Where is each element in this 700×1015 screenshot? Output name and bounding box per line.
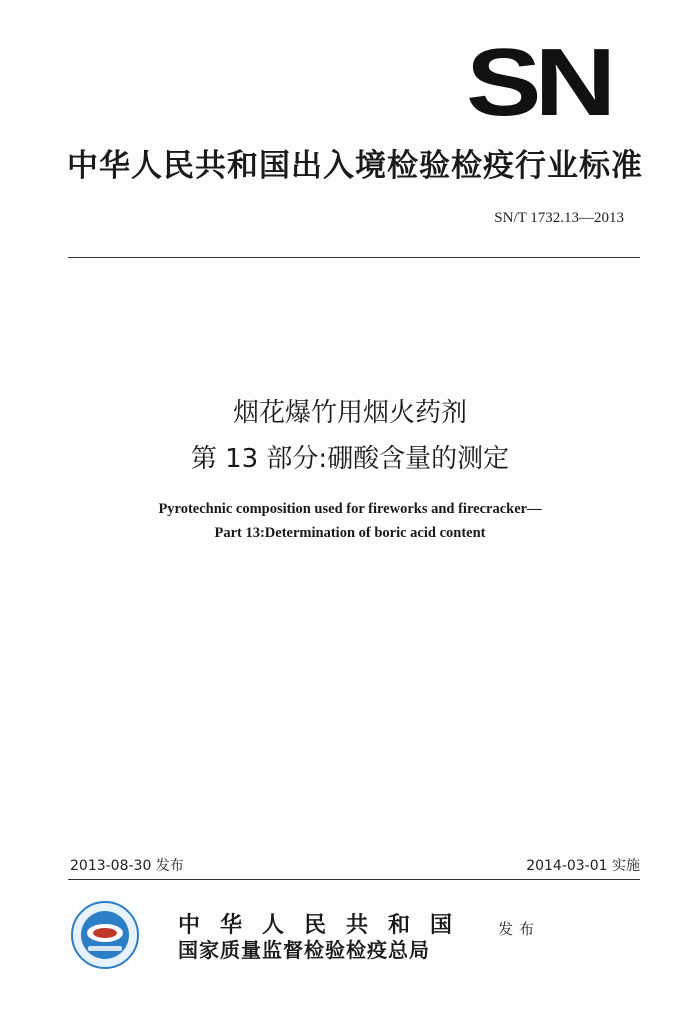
issue-date: 2013-08-30 发布 [70,858,184,874]
sn-logo: SN [466,29,610,136]
title-cn-part: 第 13 部分:硼酸含量的测定 [190,444,510,474]
implementation-date: 2014-03-01 实施 [526,858,640,874]
publisher-suffix: 发布 [498,920,541,938]
top-divider [68,257,640,258]
title-en-part: Part 13:Determination of boric acid content [214,525,486,541]
publisher-line-2: 国家质量监督检验检疫总局 [178,938,430,962]
publisher-line-1: 中华人民共和国 [178,912,473,938]
issuing-body-title: 中华人民共和国出入境检验检疫行业标准 [67,148,643,184]
bottom-divider [68,879,640,880]
title-cn-main: 烟花爆竹用烟火药剂 [232,398,467,428]
standard-number: SN/T 1732.13—2013 [494,210,624,226]
certification-seal-icon [70,900,140,970]
title-en-main: Pyrotechnic composition used for fireworks and firecracker— [158,501,542,517]
